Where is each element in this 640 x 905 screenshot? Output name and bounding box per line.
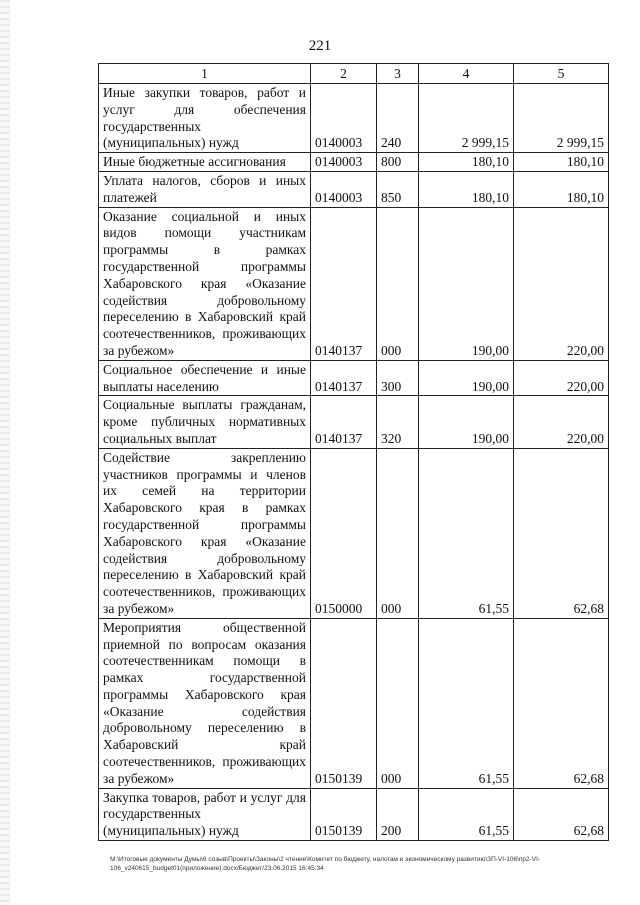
row-value-5: 220,00 xyxy=(514,396,609,448)
row-name: Содействие закреплению участников программы и членов их семей на территории Хабаровского края в рамках государственной программы Хабаровского края «Оказание содействия добровольному переселению в Хабаровский край соотечественников, проживающих за рубежом» xyxy=(99,448,311,618)
scan-edge xyxy=(0,0,10,905)
row-type: 320 xyxy=(377,396,419,448)
row-name: Социальные выплаты гражданам, кроме публичных нормативных социальных выплат xyxy=(99,396,311,448)
page-number: 221 xyxy=(308,38,332,54)
header-col-3: 3 xyxy=(377,64,419,84)
row-name: Мероприятия общественной приемной по вопросам оказания соотечественникам помощи в рамках государственной программы Хабаровского края «Оказание содействия добровольному переселению в Хабаровский край соотечественников, проживающих за рубежом» xyxy=(99,618,311,788)
table-row xyxy=(99,618,609,788)
row-type: 000 xyxy=(377,448,419,618)
row-value-4: 190,00 xyxy=(419,396,514,448)
row-value-5: 220,00 xyxy=(514,360,609,396)
row-code: 0150139 xyxy=(311,788,377,840)
table-row xyxy=(99,396,609,448)
row-type: 000 xyxy=(377,207,419,360)
row-code: 0140137 xyxy=(311,207,377,360)
header-col-5: 5 xyxy=(514,64,609,84)
row-code: 0150139 xyxy=(311,618,377,788)
row-value-5: 62,68 xyxy=(514,618,609,788)
row-code: 0140003 xyxy=(311,84,377,153)
row-type: 300 xyxy=(377,360,419,396)
table-row xyxy=(99,171,609,207)
budget-table xyxy=(98,63,609,841)
row-type: 800 xyxy=(377,153,419,172)
header-col-2: 2 xyxy=(311,64,377,84)
row-name: Иные закупки товаров, работ и услуг для обеспечения государственных (муниципальных) нужд xyxy=(99,84,311,153)
row-name: Оказание социальной и иных видов помощи участникам программы в рамках государственной программы Хабаровского края «Оказание содействия добровольному переселению в Хабаровский край соотечественников, проживающих за рубежом» xyxy=(99,207,311,360)
row-code: 0140003 xyxy=(311,171,377,207)
row-value-5: 180,10 xyxy=(514,153,609,172)
row-name: Социальное обеспечение и иные выплаты населению xyxy=(99,360,311,396)
row-code: 0140003 xyxy=(311,153,377,172)
row-name: Иные бюджетные ассигнования xyxy=(99,153,311,172)
file-path-line-2: 106_v240615_budget01(приложение).docx/Бюджет/23.06.2015 16:45:34 xyxy=(110,865,324,872)
row-value-4: 190,00 xyxy=(419,360,514,396)
row-value-5: 180,10 xyxy=(514,171,609,207)
file-path-line-1: М:\Итоговые документы Думы\6 созыв\Проекты\Законы\2 чтение\Комитет по бюджету, налогам и экономическому развитию\ЗП-VI-106\пр2-VI- xyxy=(110,856,541,863)
row-type: 240 xyxy=(377,84,419,153)
table-row xyxy=(99,788,609,840)
row-value-4: 61,55 xyxy=(419,788,514,840)
row-type: 000 xyxy=(377,618,419,788)
table-row xyxy=(99,207,609,360)
row-code: 0140137 xyxy=(311,360,377,396)
row-value-5: 62,68 xyxy=(514,448,609,618)
table-row xyxy=(99,360,609,396)
file-path-footer xyxy=(110,855,620,873)
row-value-4: 180,10 xyxy=(419,153,514,172)
row-code: 0140137 xyxy=(311,396,377,448)
row-value-5: 220,00 xyxy=(514,207,609,360)
row-type: 200 xyxy=(377,788,419,840)
row-type: 850 xyxy=(377,171,419,207)
header-col-4: 4 xyxy=(419,64,514,84)
table-row xyxy=(99,448,609,618)
row-name: Закупка товаров, работ и услуг для государственных (муниципальных) нужд xyxy=(99,788,311,840)
header-col-1: 1 xyxy=(99,64,311,84)
table-row xyxy=(99,84,609,153)
header-row xyxy=(99,64,609,84)
row-value-5: 2 999,15 xyxy=(514,84,609,153)
table-row xyxy=(99,153,609,172)
row-value-4: 180,10 xyxy=(419,171,514,207)
row-value-4: 190,00 xyxy=(419,207,514,360)
row-value-4: 61,55 xyxy=(419,618,514,788)
row-code: 0150000 xyxy=(311,448,377,618)
row-value-5: 62,68 xyxy=(514,788,609,840)
row-value-4: 61,55 xyxy=(419,448,514,618)
row-value-4: 2 999,15 xyxy=(419,84,514,153)
row-name: Уплата налогов, сборов и иных платежей xyxy=(99,171,311,207)
